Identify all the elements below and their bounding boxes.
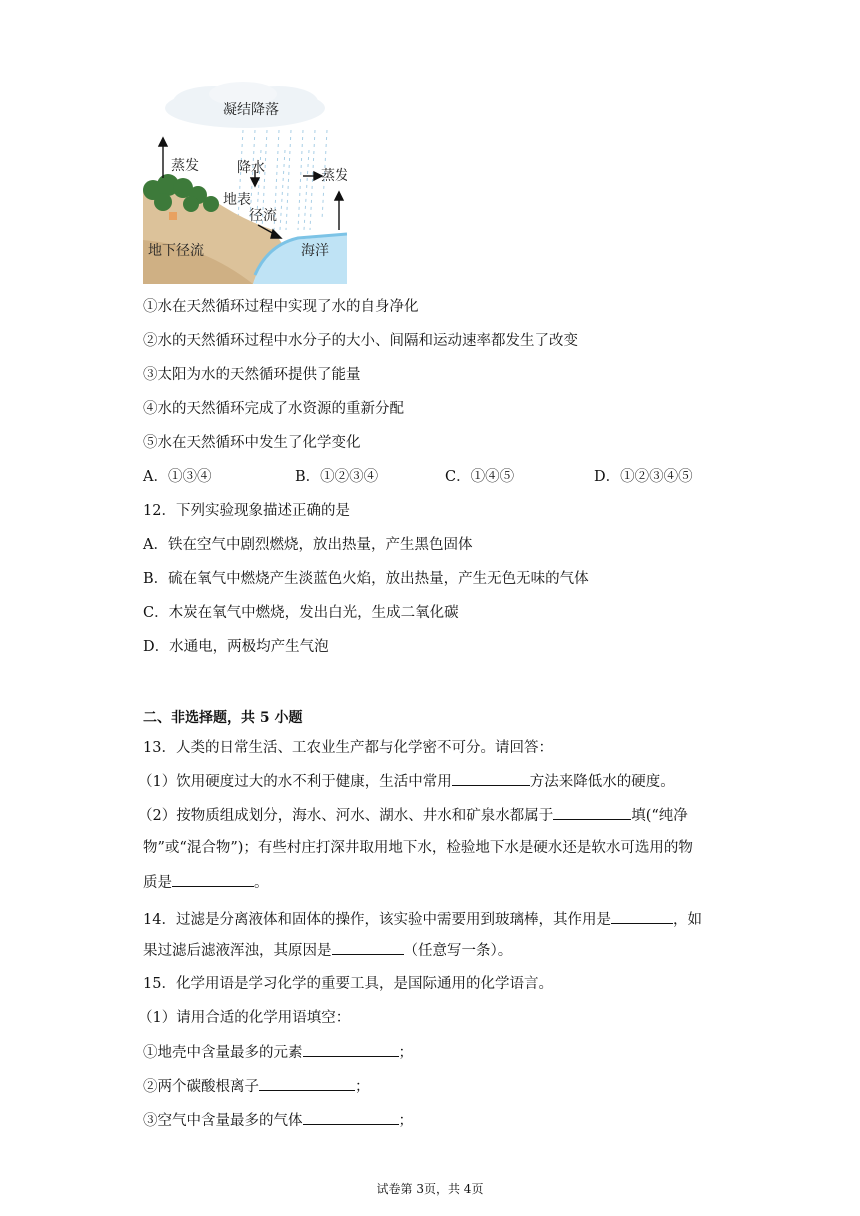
q13-blank-2[interactable] [553, 805, 631, 820]
q12-stem: 12．下列实验现象描述正确的是 [143, 503, 350, 519]
q15-blank-1[interactable] [303, 1042, 399, 1057]
q14-text-a: 14．过滤是分离液体和固体的操作，该实验中需要用到玻璃棒，其作用是 [143, 912, 611, 928]
q13-blank-3[interactable] [172, 872, 254, 887]
q13-stem: 13．人类的日常生活、工农业生产都与化学密不可分。请回答： [143, 740, 553, 756]
label-ocean: 海洋 [301, 243, 329, 259]
q14-text-b: ，如 [672, 912, 702, 928]
q13-blank-1[interactable] [452, 771, 530, 786]
q15-item-1-end: ； [398, 1045, 413, 1061]
q12-option-b[interactable]: B．硫在氧气中燃烧产生淡蓝色火焰，放出热量，产生无色无味的气体 [143, 571, 589, 587]
q15-item-2-text: ②两个碳酸根离子 [143, 1079, 259, 1095]
label-groundwater-runoff: 地下径流 [148, 243, 204, 259]
q14-text-d: （任意写一条）。 [403, 943, 513, 959]
water-cycle-diagram [143, 80, 347, 284]
q11-statement-4: ④水的天然循环完成了水资源的重新分配 [143, 401, 404, 417]
q14-text-c: 果过滤后滤液浑浊，其原因是 [143, 943, 332, 959]
q11-statement-5: ⑤水在天然循环中发生了化学变化 [143, 435, 361, 451]
q11-option-d[interactable]: D．①②③④⑤ [594, 469, 693, 485]
q11-statement-1: ①水在天然循环过程中实现了水的自身净化 [143, 299, 419, 315]
q13-part2-text-e: 。 [254, 875, 269, 891]
label-surface-runoff-1: 地表 [223, 192, 251, 208]
q14-line2 [143, 940, 512, 961]
q15-blank-2[interactable] [259, 1076, 355, 1091]
q15-item-2-end: ； [355, 1079, 370, 1095]
q14-line1 [143, 909, 702, 930]
q13-part2-text-b: 填(“纯净 [631, 808, 688, 824]
q15-sub1: （1）请用合适的化学用语填空： [138, 1010, 351, 1026]
q11-option-a[interactable]: A．①③④ [143, 469, 212, 485]
q15-item-1 [143, 1042, 413, 1063]
q13-part2-text-c: 物”或“混合物”)；有些村庄打深井取用地下水，检验地下水是硬水还是软水可选用的物 [143, 840, 693, 856]
q15-item-1-text: ①地壳中含量最多的元素 [143, 1045, 303, 1061]
q13-part2-text-a: （2）按物质组成划分，海水、河水、湖水、井水和矿泉水都属于 [138, 808, 554, 824]
q14-blank-1[interactable] [611, 909, 673, 924]
q15-blank-3[interactable] [303, 1110, 399, 1125]
q13-part1-text-a: （1）饮用硬度过大的水不利于健康，生活中常用 [138, 774, 452, 790]
cloud-label: 凝结降落 [223, 102, 279, 118]
q12-option-c[interactable]: C．木炭在氧气中燃烧，发出白光，生成二氧化碳 [143, 605, 459, 621]
q11-statement-2: ②水的天然循环过程中水分子的大小、间隔和运动速率都发生了改变 [143, 333, 578, 349]
q15-stem: 15．化学用语是学习化学的重要工具，是国际通用的化学语言。 [143, 976, 553, 992]
q15-item-3-end: ； [398, 1113, 413, 1129]
page-footer: 试卷第 3页，共 4页 [376, 1182, 484, 1196]
q11-option-c[interactable]: C．①④⑤ [445, 469, 515, 485]
q15-item-3 [143, 1110, 413, 1131]
label-evaporation-left: 蒸发 [171, 158, 199, 174]
q11-statement-3: ③太阳为水的天然循环提供了能量 [143, 367, 361, 383]
q13-part2-last [143, 872, 269, 893]
q12-option-a[interactable]: A．铁在空气中剧烈燃烧，放出热量，产生黑色固体 [143, 537, 473, 553]
label-surface-runoff-2: 径流 [249, 208, 277, 224]
q13-part2 [138, 805, 688, 826]
q15-item-2 [143, 1076, 370, 1097]
q13-part1 [138, 771, 675, 792]
q14-blank-2[interactable] [332, 940, 404, 955]
label-precipitation: 降水 [237, 160, 265, 176]
label-evaporation-right: 蒸发 [321, 168, 347, 184]
q15-item-3-text: ③空气中含量最多的气体 [143, 1113, 303, 1129]
q12-option-d[interactable]: D．水通电，两极均产生气泡 [143, 639, 329, 655]
q11-option-b[interactable]: B．①②③④ [295, 469, 379, 485]
q13-part2-text-d: 质是 [143, 875, 172, 891]
section-title: 二、非选择题，共 5 小题 [143, 710, 303, 726]
q13-part1-text-b: 方法来降低水的硬度。 [529, 774, 675, 790]
